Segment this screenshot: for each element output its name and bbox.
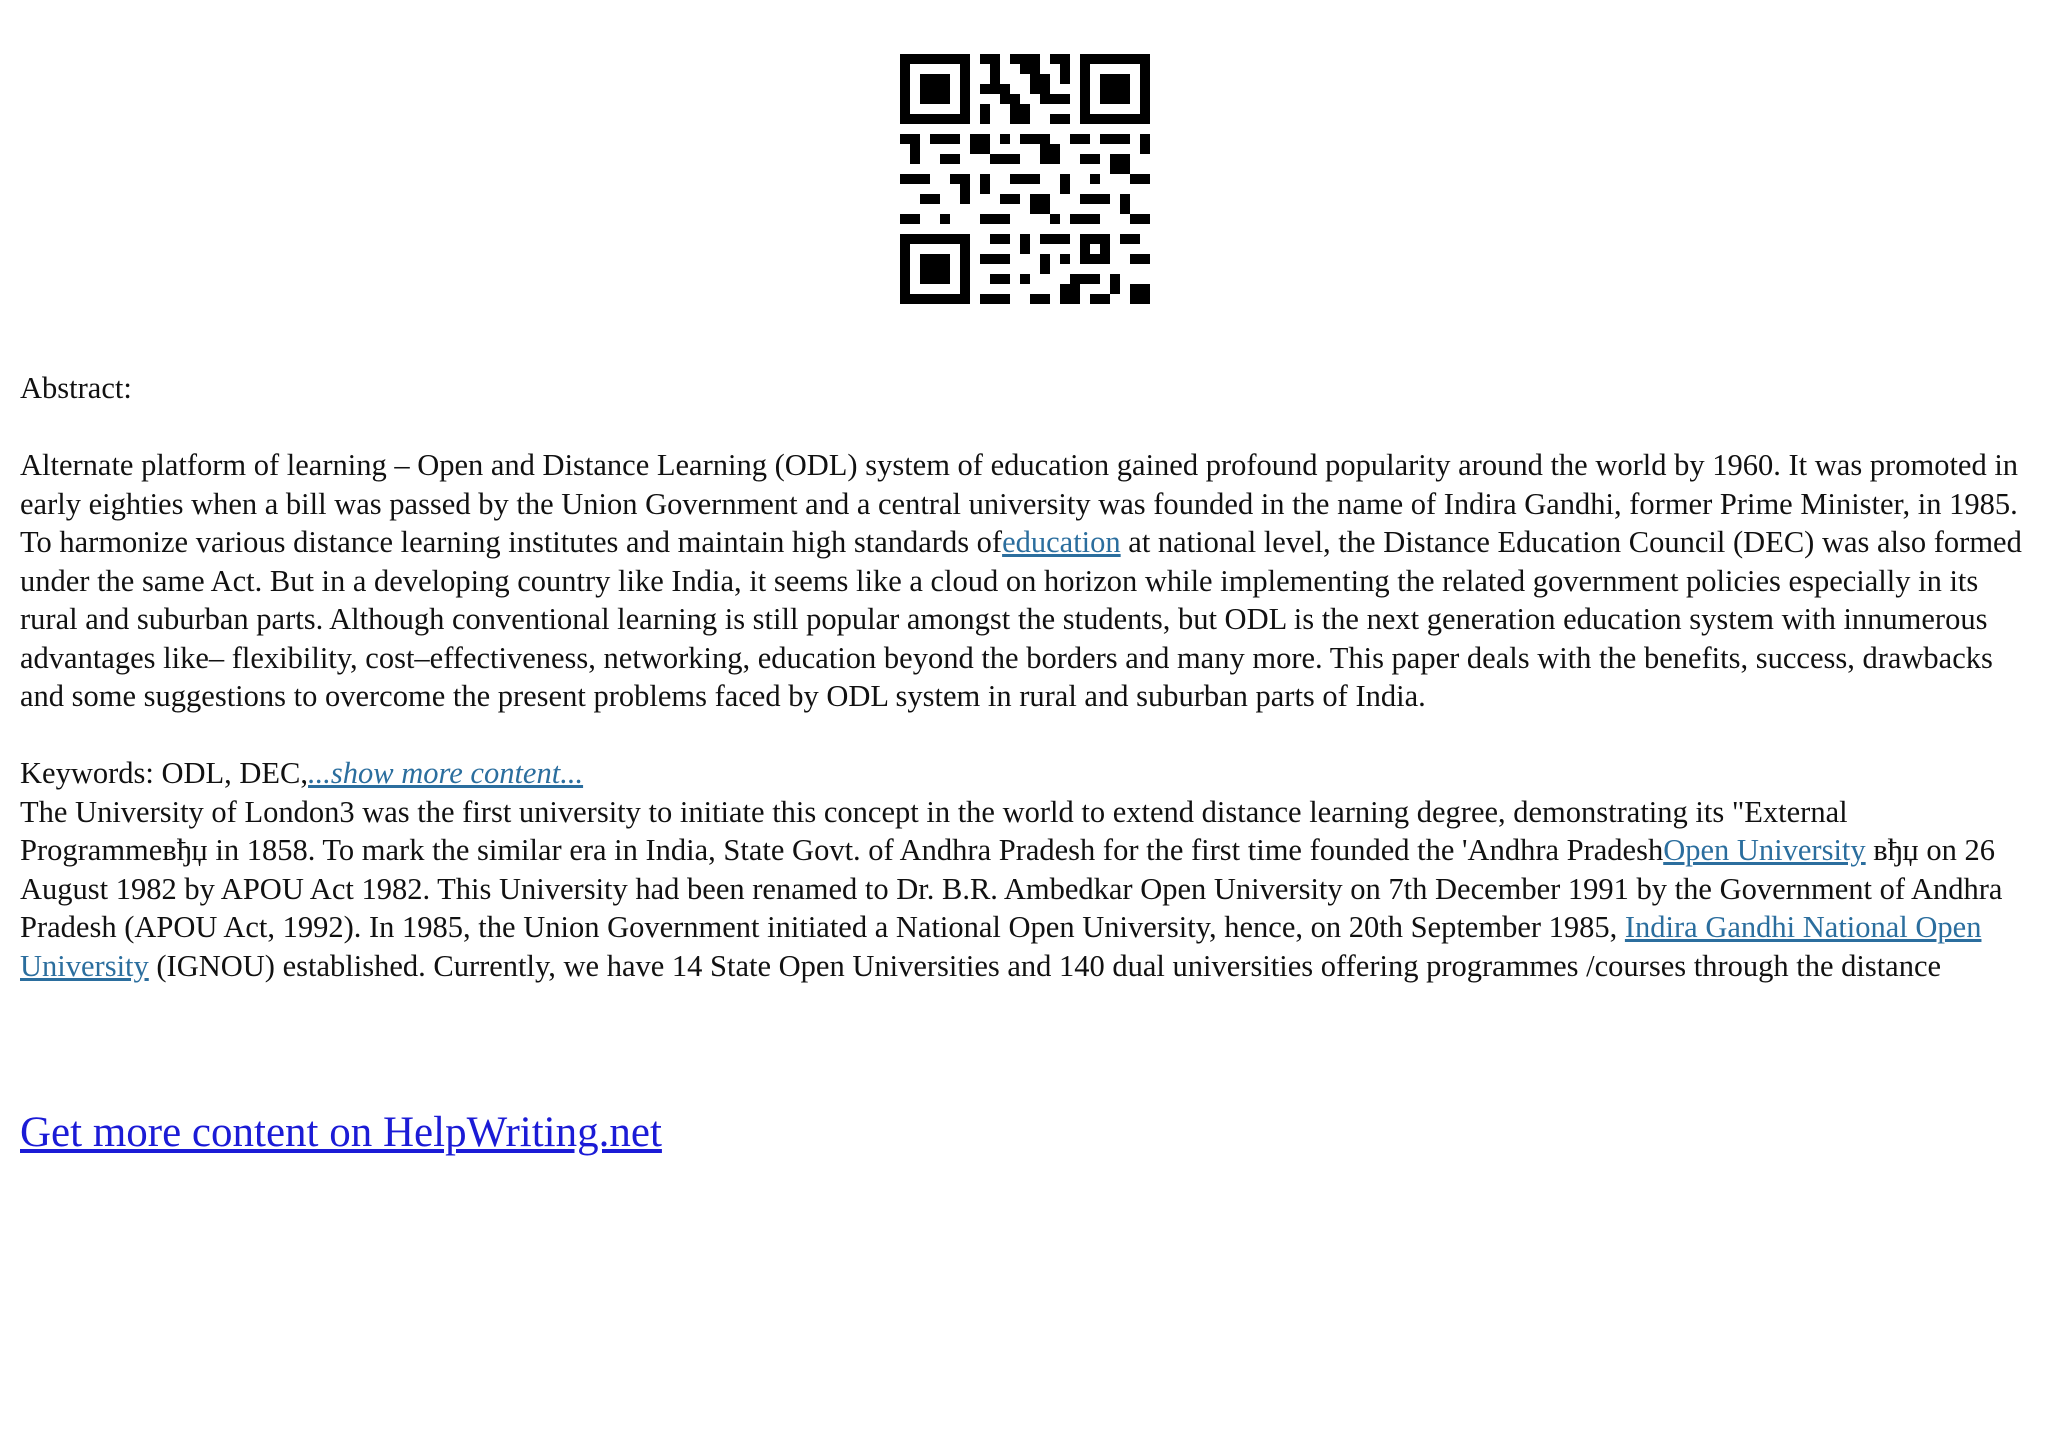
- body-text-part-3: (IGNOU) established. Currently, we have 14 State Open Universities and 140 dual universities offering programmes /courses through the distance: [148, 948, 1942, 983]
- qr-finder-top-right: [1080, 54, 1150, 124]
- ignou-link[interactable]: Indira Gandhi National Open University: [20, 910, 1982, 983]
- keywords-line: [20, 754, 2036, 793]
- get-more-content-link[interactable]: Get more content on HelpWriting.net: [20, 1109, 662, 1156]
- show-more-content-link[interactable]: ...show more content...: [308, 756, 584, 790]
- keywords-text: Keywords: ODL, DEC,: [20, 756, 309, 790]
- spacer: [20, 716, 2036, 755]
- spacer: [20, 408, 2036, 447]
- document-body: [20, 369, 2036, 985]
- abstract-text-part-2: at national level, the Distance Education Council (DEC) was also formed under the same Act. But in a developing country like India, it seems like a cloud on horizon while implementing the related government policies especially in its rural and suburban parts. Although conventional learning is still popular amongst the students, but ODL is the next generation education system with innumerous advantages like– flexibility, cost–effectiveness, networking, education beyond the borders and many more. This paper deals with the benefits, success, drawbacks and some suggestions to overcome the present problems faced by ODL system in rural and suburban parts of India.: [20, 525, 2022, 713]
- body-paragraph: [20, 793, 2036, 986]
- body-text-part-1: The University of London3 was the first university to initiate this concept in the world to extend distance learning degree, demonstrating its "External Programmeвђџ in 1858. To mark the similar era in India, State Govt. of Andhra Pradesh for the first time founded the 'Andhra Pradesh: [20, 794, 1848, 867]
- qr-code-icon: [900, 54, 1150, 304]
- education-link[interactable]: education: [1002, 525, 1121, 559]
- open-university-link[interactable]: Open University: [1663, 833, 1866, 867]
- abstract-paragraph: [20, 446, 2036, 716]
- body-text-part-2: вђџ on 26 August 1982 by APOU Act 1982. This University had been renamed to Dr. B.R. Ambedkar Open University on 7th December 1991 by the Government of Andhra Pradesh (APOU Act, 1992). In 1985, the Union Government initiated a National Open University, hence, on 20th September 1985,: [20, 833, 2003, 944]
- abstract-text-part-1: Alternate platform of learning – Open and Distance Learning (ODL) system of education gained profound popularity around the world by 1960. It was promoted in early eighties when a bill was passed by the Union Government and a central university was founded in the name of Indira Gandhi, former Prime Minister, in 1985. To harmonize various distance learning institutes and maintain high standards of: [20, 448, 2019, 559]
- qr-finder-bottom-left: [900, 234, 970, 304]
- abstract-heading: Abstract:: [20, 371, 132, 405]
- qr-finder-top-left: [900, 54, 970, 124]
